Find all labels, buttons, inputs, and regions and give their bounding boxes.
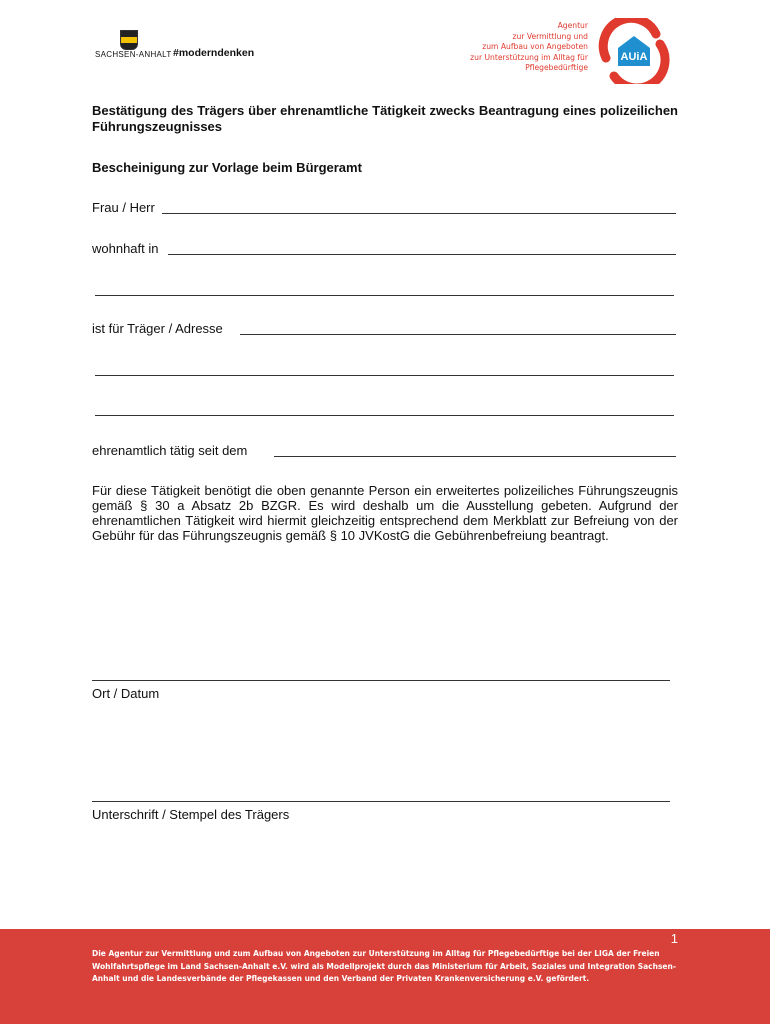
page-number: 1 <box>670 931 678 946</box>
organization-field[interactable] <box>240 334 676 335</box>
signature-field[interactable] <box>92 801 670 802</box>
agency-line: zur Vermittlung und <box>512 31 588 41</box>
organization-field-line-2[interactable] <box>95 375 674 376</box>
state-coat-of-arms-icon <box>120 30 138 50</box>
logo-text: AUiA <box>620 51 648 63</box>
agency-line: Pflegebedürftige <box>525 63 588 72</box>
place-date-label: Ort / Datum <box>92 686 160 701</box>
since-field-label: ehrenamtlich tätig seit dem <box>92 443 248 458</box>
document-subtitle: Bescheinigung zur Vorlage beim Bürgeramt <box>92 160 362 175</box>
campaign-hashtag: #moderndenken <box>173 47 255 59</box>
document-title: Bestätigung des Trägers über ehrenamtliche Tätigkeit zwecks Beantragung eines polizeilichen Führungszeugnisses <box>92 103 678 134</box>
address-field-label: wohnhaft in <box>92 241 159 256</box>
place-date-field[interactable] <box>92 680 670 681</box>
organization-field-label: ist für Träger / Adresse <box>92 321 223 336</box>
agency-name <box>388 21 588 74</box>
footer-funding-note: Die Agentur zur Vermittlung und zum Aufbau von Angeboten zur Unterstützung im Alltag für Pflegebedürftige bei der LIGA der Freien Wohlfahrtspflege im Land Sachsen-Anhalt e.V. wird als Modellprojekt durch das Ministerium für Arbeit, Soziales und Integration Sachsen-Anhalt und die Landesverbände der Pflegekassen und den Verband der Privaten Krankenversicherung e.V. gefördert. <box>92 949 676 983</box>
agency-line: Agentur <box>557 21 588 30</box>
name-field-label: Frau / Herr <box>92 200 155 215</box>
name-field[interactable] <box>162 213 676 214</box>
body-paragraph: Für diese Tätigkeit benötigt die oben genannte Person ein erweitertes polizeiliches Führungszeugnis gemäß § 30 a Absatz 2b BZGR. Es wird deshalb um die Ausstellung gebeten. Aufgrund der ehrenamtlichen Tätigkeit wird hiermit gleichzeitig entsprechend dem Merkblatt zur Befreiung von der Gebühr für das Führungszeugnis gemäß § 10 JVKostG die Gebührenbefreiung beantragt. <box>92 483 678 543</box>
address-field-line-2[interactable] <box>95 295 674 296</box>
organization-field-line-3[interactable] <box>95 415 674 416</box>
signature-label: Unterschrift / Stempel des Trägers <box>92 807 290 822</box>
auia-logo <box>596 18 670 84</box>
agency-line: zum Aufbau von Angeboten <box>482 42 588 51</box>
since-date-field[interactable] <box>274 456 676 457</box>
state-name: SACHSEN-ANHALT <box>95 50 172 59</box>
agency-line: zur Unterstützung im Alltag für <box>470 52 588 62</box>
address-field[interactable] <box>168 254 676 255</box>
